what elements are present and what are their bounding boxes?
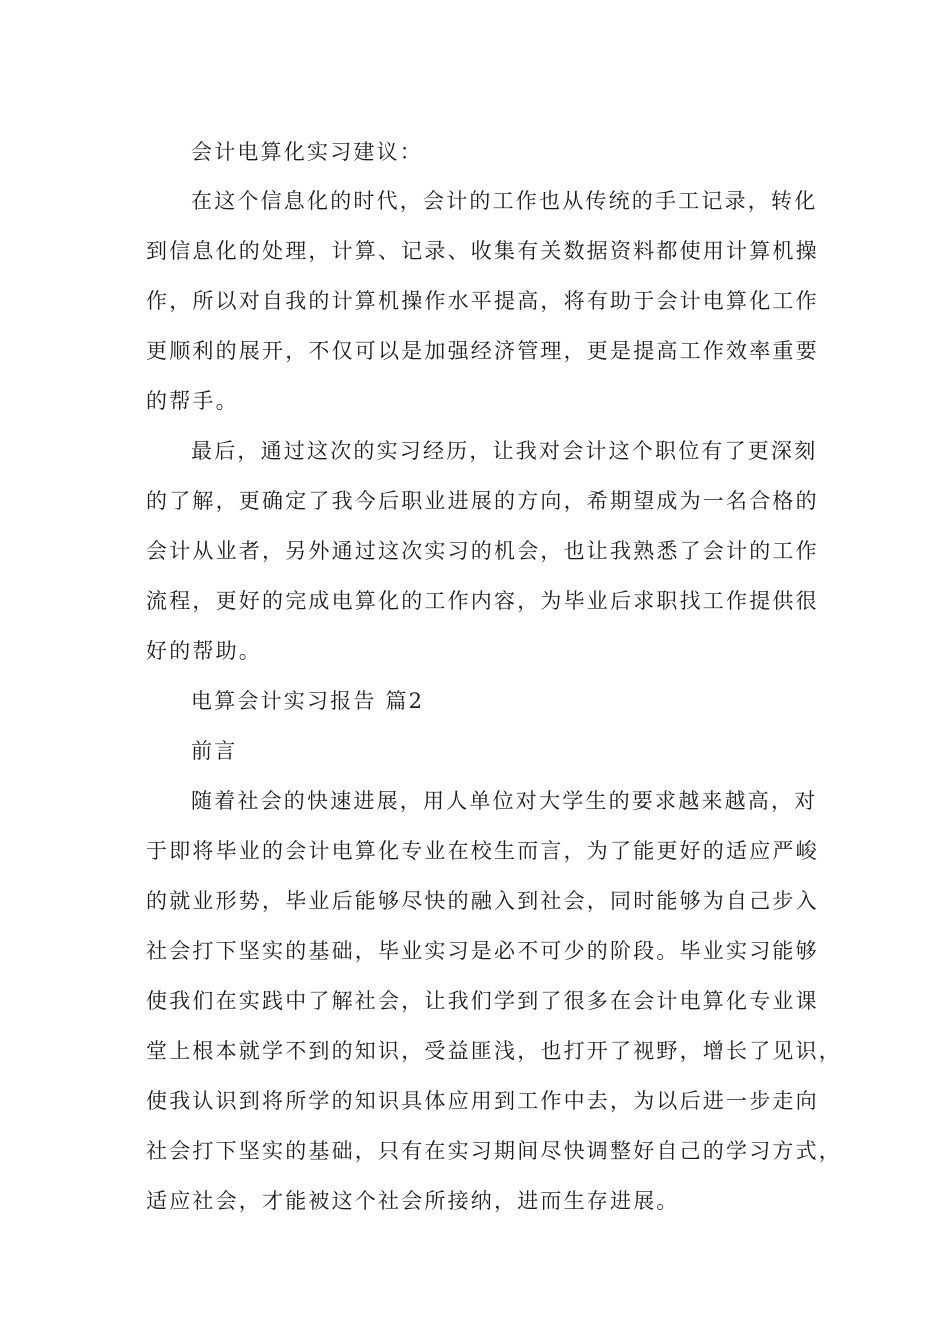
paragraph-line: 的了解，更确定了我今后职业进展的方向，希期望成为一名合格的 (146, 489, 819, 513)
paragraph-line: 最后，通过这次的实习经历，让我对会计这个职位有了更深刻 (191, 439, 818, 463)
paragraph-line: 适应社会，才能被这个社会所接纳，进而生存进展。 (146, 1189, 680, 1213)
paragraph-line: 在这个信息化的时代，会计的工作也从传统的手工记录，转化 (191, 189, 818, 213)
paragraph-line: 使我们在实践中了解社会，让我们学到了很多在会计电算化专业课 (146, 989, 819, 1013)
paragraph-line: 随着社会的快速进展，用人单位对大学生的要求越来越高，对 (191, 789, 818, 813)
paragraph-line: 社会打下坚实的基础，毕业实习是必不可少的阶段。毕业实习能够 (146, 939, 819, 963)
paragraph-line: 好的帮助。 (146, 639, 262, 663)
paragraph-line: 会计从业者，另外通过这次实习的机会，也让我熟悉了会计的工作 (146, 539, 819, 563)
paragraph-line: 更顺利的展开，不仅可以是加强经济管理，更是提高工作效率重要 (146, 339, 819, 363)
paragraph-line: 流程，更好的完成电算化的工作内容，为毕业后求职找工作提供很 (146, 589, 819, 613)
section-heading-suggestions: 会计电算化实习建议： (191, 140, 423, 164)
section-heading-preface: 前言 (191, 739, 238, 763)
paragraph-line: 使我认识到将所学的知识具体应用到工作中去，为以后进一步走向 (146, 1089, 819, 1113)
paragraph-line: 的帮手。 (146, 389, 239, 413)
paragraph-line: 到信息化的处理，计算、记录、收集有关数据资料都使用计算机操 (146, 239, 819, 263)
paragraph-line: 的就业形势，毕业后能够尽快的融入到社会，同时能够为自己步入 (146, 889, 819, 913)
paragraph-line: 于即将毕业的会计电算化专业在校生而言，为了能更好的适应严峻 (146, 839, 819, 863)
paragraph-line: 社会打下坚实的基础，只有在实习期间尽快调整好自己的学习方式， (146, 1139, 842, 1163)
paragraph-line: 堂上根本就学不到的知识，受益匪浅，也打开了视野，增长了见识， (146, 1039, 842, 1063)
paragraph-line: 作，所以对自我的计算机操作水平提高，将有助于会计电算化工作 (146, 289, 819, 313)
report-title: 电算会计实习报告 篇2 (191, 689, 425, 713)
